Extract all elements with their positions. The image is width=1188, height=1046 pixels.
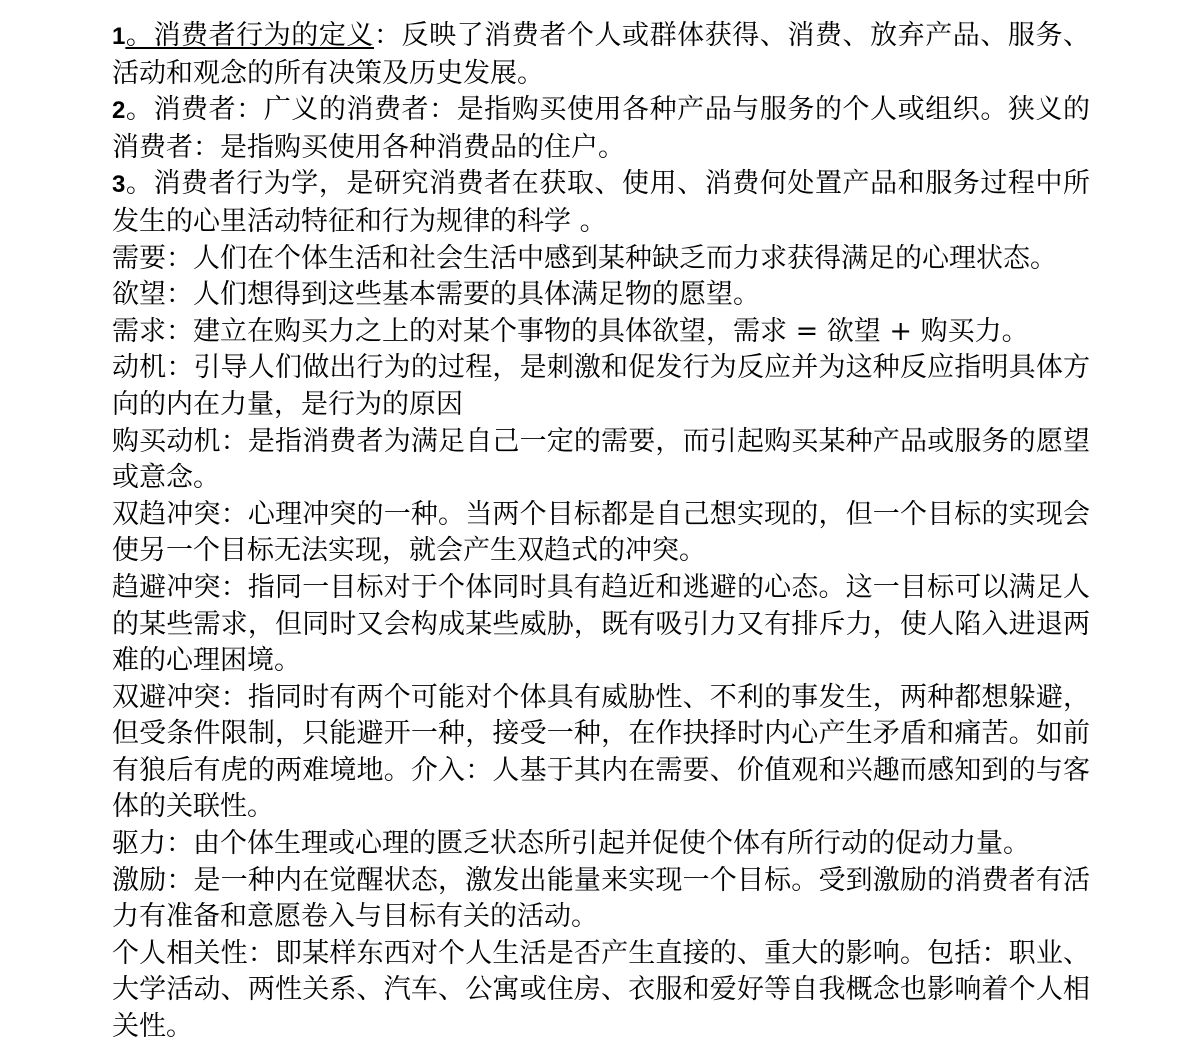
numbered-item-3 xyxy=(112,166,1090,240)
definition-term: 激励 xyxy=(112,864,167,896)
document-page xyxy=(112,18,1090,1046)
definition-term: 驱力 xyxy=(112,828,166,860)
definition-colon: ： xyxy=(220,425,248,457)
item-separator: ： xyxy=(236,94,264,126)
definition-body: 人们想得到这些基本需要的具体满足物的愿望。 xyxy=(193,279,760,311)
definition-body: 引导人们做出行为的过程，是刺激和促发行为反应并为这种反应指明具体方向的内在力量，是行为的原因 xyxy=(112,352,1090,420)
definition-yuwang xyxy=(112,277,1090,314)
definition-colon: ： xyxy=(166,828,193,860)
definition-term: 需要 xyxy=(112,242,166,274)
item-body: 反映了消费者个人或群体获得、消费、放弃产品、服务、活动和观念的所有决策及历史发展。 xyxy=(112,20,1091,89)
definition-term: 个人相关性 xyxy=(112,937,248,969)
definition-xuqiu xyxy=(112,314,1090,351)
definition-colon: ： xyxy=(166,242,193,274)
item-number: 2 xyxy=(112,97,126,125)
definition-colon: ： xyxy=(166,279,193,311)
definition-jili xyxy=(112,863,1090,936)
item-term: 。消费者行为的定义 xyxy=(125,20,374,51)
definition-body: 人们在个体生活和社会生活中感到某种缺乏而力求获得满足的心理状态。 xyxy=(193,242,1057,274)
definition-body: 指同时有两个可能对个体具有威胁性、不利的事发生，两种都想躲避，但受条件限制，只能避开一种，接受一种，在作抉择时内心产生矛盾和痛苦。如前有狼后有虎的两难境地。介入：人基于其内在需要、价值观和兴趣而感知到的与客体的关联性。 xyxy=(112,681,1091,823)
definition-colon: ： xyxy=(166,864,194,896)
item-term: 。消费者 xyxy=(125,94,237,126)
definition-shuangbi-chongtu xyxy=(112,680,1090,826)
definition-dongji xyxy=(112,350,1090,423)
definition-term: 购买动机 xyxy=(112,425,221,457)
item-separator: ， xyxy=(318,168,347,200)
definition-term: 动机 xyxy=(112,352,167,384)
definition-term: 趋避冲突 xyxy=(112,571,221,603)
numbered-item-2 xyxy=(112,92,1090,166)
definition-body: 即某样东西对个人生活是否产生直接的、重大的影响。包括：职业、大学活动、两性关系、汽车、公寓或住房、衣服和爱好等自我概念也影响着个人相关性。 xyxy=(112,937,1091,1043)
definition-colon: ： xyxy=(166,315,193,347)
definition-body: 由个体生理或心理的匮乏状态所引起并促使个体有所行动的促动力量。 xyxy=(193,828,1030,860)
numbered-item-1 xyxy=(112,18,1090,92)
definition-quli xyxy=(112,826,1090,863)
definition-goumai-dongji xyxy=(112,424,1090,497)
item-separator: ： xyxy=(373,20,402,51)
definition-term: 双趋冲突 xyxy=(112,498,221,530)
definition-body: 指同一目标对于个体同时具有趋近和逃避的心态。这一目标可以满足人的某些需求，但同时又会构成某些威胁，既有吸引力又有排斥力，使人陷入进退两难的心理困境。 xyxy=(112,571,1091,677)
item-body: 广义的消费者：是指购买使用各种产品与服务的个人或组织。狭义的消费者：是指购买使用各种消费品的住户。 xyxy=(112,94,1091,163)
definition-term: 双避冲突 xyxy=(112,681,221,713)
definition-body: 建立在购买力之上的对某个事物的具体欲望，需求 = 欲望 + 购买力。 xyxy=(193,315,1029,347)
definition-term: 欲望 xyxy=(112,279,166,311)
definition-qubi-chongtu xyxy=(112,570,1090,680)
definition-body: 心理冲突的一种。当两个目标都是自己想实现的，但一个目标的实现会使另一个目标无法实现，就会产生双趋式的冲突。 xyxy=(112,498,1091,567)
definition-colon: ： xyxy=(166,352,194,384)
item-number: 1 xyxy=(112,23,126,50)
item-number: 3 xyxy=(112,171,126,199)
definition-xuyao xyxy=(112,241,1090,278)
item-body: 是研究消费者在获取、使用、消费何处置产品和服务过程中所发生的心里活动特征和行为规律的科学 。 xyxy=(112,168,1091,237)
definition-colon: ： xyxy=(220,681,248,713)
item-term: 。消费者行为学 xyxy=(125,168,319,200)
definition-shuangqu-chongtu xyxy=(112,497,1090,570)
definition-body: 是一种内在觉醒状态，激发出能量来实现一个目标。受到激励的消费者有活力有准备和意愿卷入与目标有关的活动。 xyxy=(112,864,1090,933)
definition-colon: ： xyxy=(220,498,248,530)
definition-body: 是指消费者为满足自己一定的需要，而引起购买某种产品或服务的愿望或意念。 xyxy=(112,425,1091,494)
definition-colon: ： xyxy=(247,937,276,969)
definition-geren-xiangguanxing xyxy=(112,936,1090,1046)
definition-colon: ： xyxy=(220,571,248,603)
definition-term: 需求 xyxy=(112,315,166,347)
